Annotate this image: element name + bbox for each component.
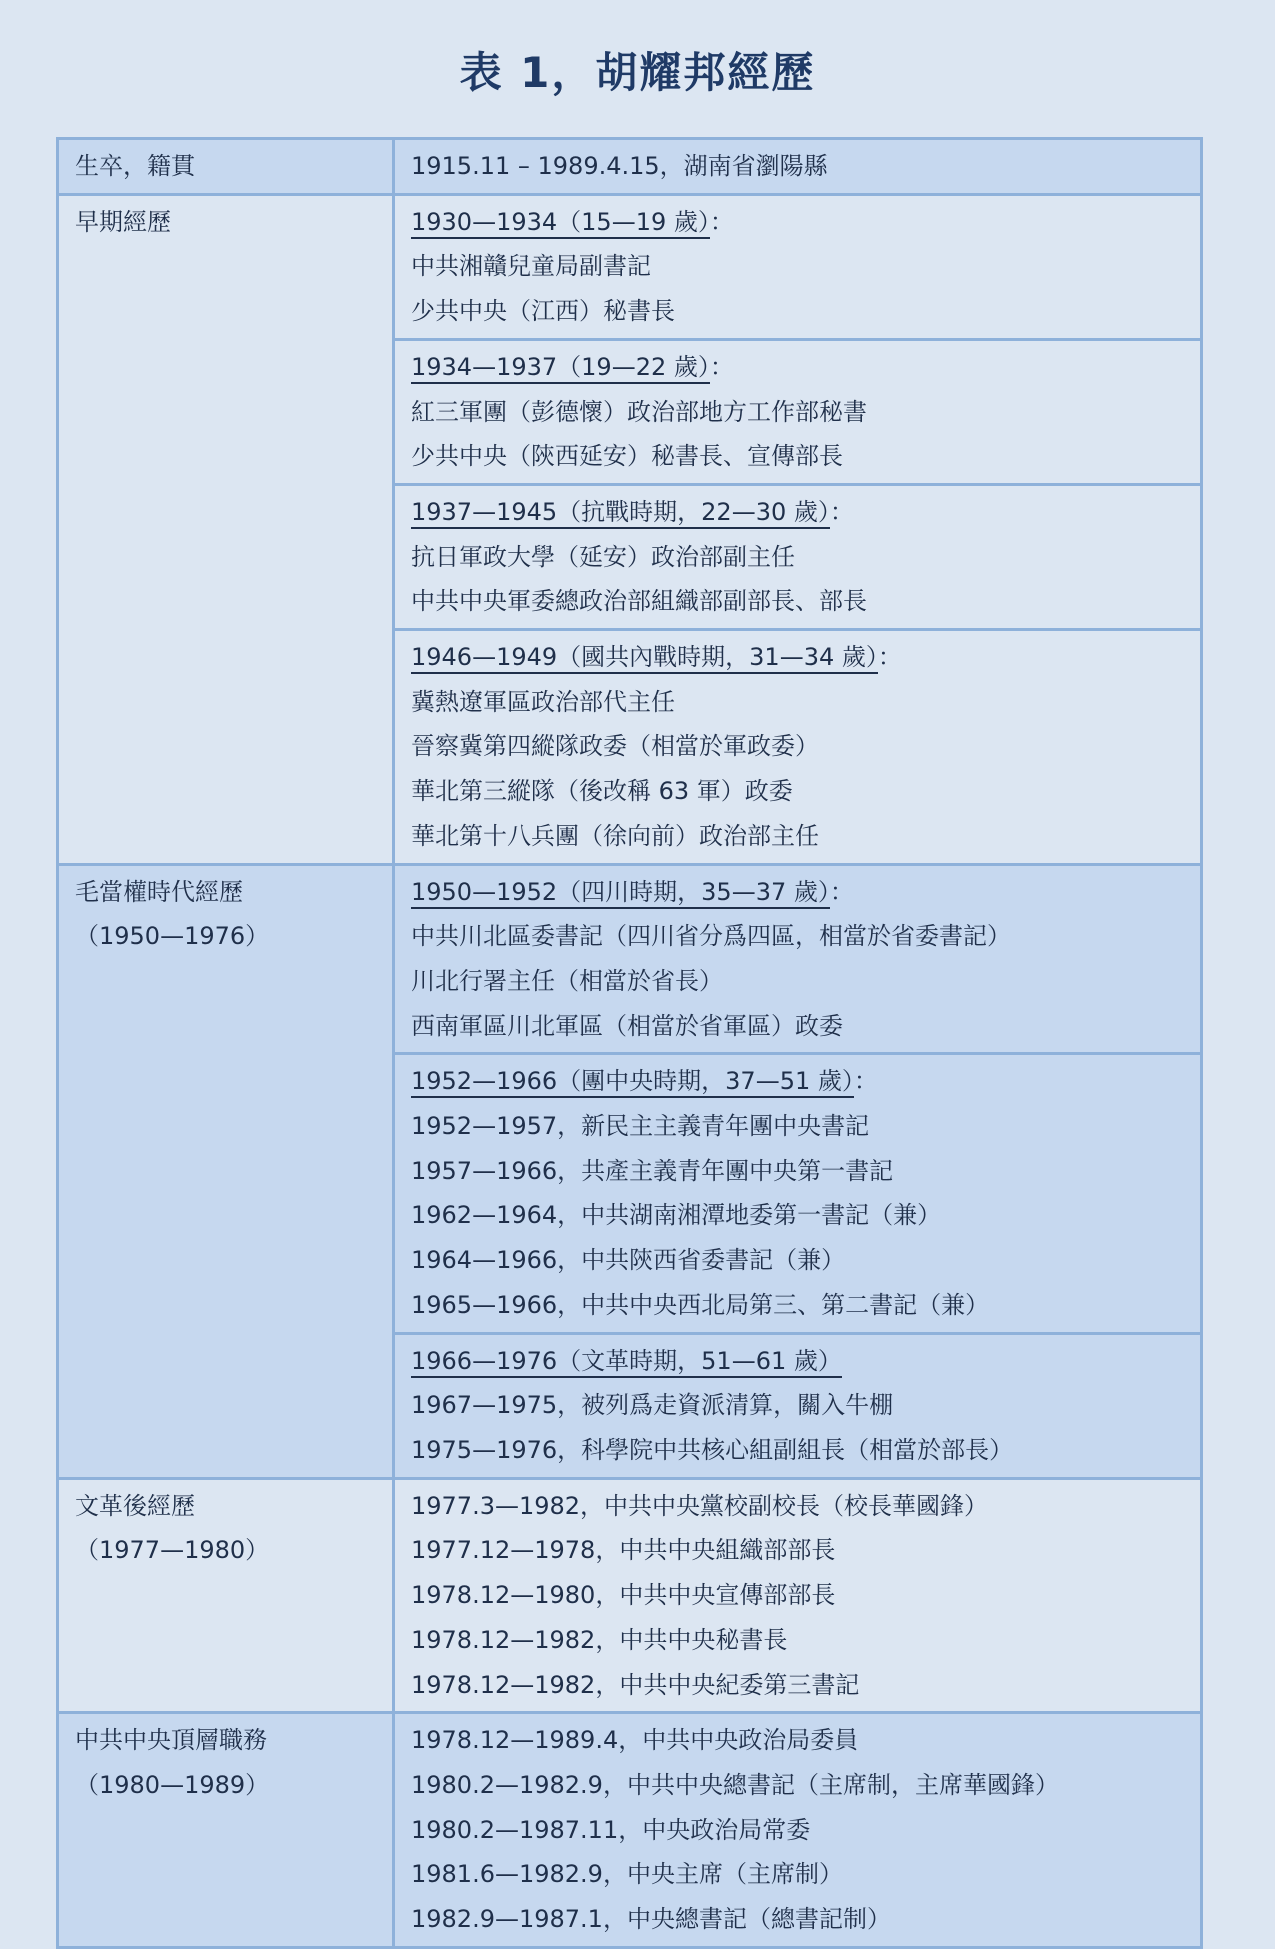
label-line: 中共中央頂層職務 [75,1726,267,1755]
period-group [394,1333,1202,1478]
list-item: 少共中央（江西）秘書長 [411,297,675,326]
label-line: 早期經歷 [75,207,171,236]
label-line: （1950—1976） [75,922,270,951]
list-item: 華北第三縱隊（後改稱 63 軍）政委 [411,777,793,806]
period-group [394,1054,1202,1333]
list-item: 1980.2—1982.9，中共中央總書記（主席制，主席華國鋒） [411,1770,1059,1799]
row-label [58,864,394,1478]
list-item: 1975—1976，科學院中共核心組副組長（相當於部長） [411,1435,1014,1464]
period-group [394,630,1202,865]
table-row [58,139,1202,195]
list-item: 1964—1966，中共陝西省委書記（兼） [411,1246,846,1275]
row-label [58,1478,394,1713]
list-item: 1957—1966，共產主義青年團中央第一書記 [411,1156,894,1185]
list-item: 中共川北區委書記（四川省分爲四區，相當於省委書記） [411,922,1011,951]
list-item: 1982.9—1987.1，中央總書記（總書記制） [411,1905,891,1934]
list-item: 1915.11 – 1989.4.15，湖南省瀏陽縣 [411,152,828,180]
period-group [394,484,1202,629]
list-item: 中共湘贛兒童局副書記 [411,252,651,281]
label-line: 毛當權時代經歷 [75,877,243,906]
list-item: 華北第十八兵團（徐向前）政治部主任 [411,821,819,850]
list-item: 1978.12—1982，中共中央紀委第三書記 [411,1670,860,1699]
table-row [58,1478,1202,1713]
row-content [394,1713,1202,1948]
list-item: 中共中央軍委總政治部組織部副部長、部長 [411,587,867,616]
list-item: 1980.2—1987.11，中央政治局常委 [411,1815,811,1844]
table-row [58,864,1202,1054]
label-line: （1977—1980） [75,1536,270,1565]
period-group [394,864,1202,1054]
list-item: 川北行署主任（相當於省長） [411,966,723,995]
list-item: 1978.12—1982，中共中央秘書長 [411,1625,788,1654]
period-group [394,194,1202,339]
period-heading: 1946—1949（國共內戰時期，31—34 歲）： [411,635,1200,680]
list-item: 冀熱遼軍區政治部代主任 [411,687,675,716]
list-item: 1965—1966，中共中央西北局第三、第二書記（兼） [411,1290,990,1319]
row-label [58,139,394,195]
period-heading: 1966—1976（文革時期，51—61 歲） [411,1339,1200,1384]
period-heading: 1952—1966（團中央時期，37—51 歲）： [411,1059,1200,1104]
period-heading: 1937—1945（抗戰時期，22—30 歲）： [411,490,1200,535]
row-content [394,1478,1202,1713]
row-label [58,1713,394,1948]
period-heading: 1950—1952（四川時期，35—37 歲）： [411,870,1200,915]
list-item: 1952—1957，新民主主義青年團中央書記 [411,1112,870,1141]
list-item: 1977.3—1982，中共中央黨校副校長（校長華國鋒） [411,1491,989,1520]
list-item: 1977.12—1978，中共中央組織部部長 [411,1536,836,1565]
list-item: 西南軍區川北軍區（相當於省軍區）政委 [411,1011,843,1040]
list-item: 晉察冀第四縱隊政委（相當於軍政委） [411,732,819,761]
label-line: 文革後經歷 [75,1491,195,1520]
period-heading: 1930—1934（15—19 歲）： [411,200,1200,245]
list-item: 抗日軍政大學（延安）政治部副主任 [411,542,795,571]
period-heading: 1934—1937（19—22 歲）： [411,345,1200,390]
page-title: 表 1，胡耀邦經歷 [459,48,816,97]
row-label [58,194,394,864]
list-item: 紅三軍團（彭德懷）政治部地方工作部秘書 [411,397,867,426]
list-item: 1967—1975，被列爲走資派清算，關入牛棚 [411,1391,894,1420]
list-item: 1978.12—1989.4，中共中央政治局委員 [411,1726,859,1755]
list-item: 少共中央（陝西延安）秘書長、宣傳部長 [411,442,843,471]
period-group [394,339,1202,484]
list-item: 1978.12—1980，中共中央宣傳部部長 [411,1581,836,1610]
label-line: 生卒，籍貫 [75,152,195,180]
label-line: （1980—1989） [75,1770,270,1799]
table-row [58,1713,1202,1948]
list-item: 1962—1964，中共湖南湘潭地委第一書記（兼） [411,1201,942,1230]
table-row [58,194,1202,339]
list-item: 1981.6—1982.9，中央主席（主席制） [411,1860,843,1889]
row-content [394,139,1202,195]
career-table [56,137,1203,1949]
